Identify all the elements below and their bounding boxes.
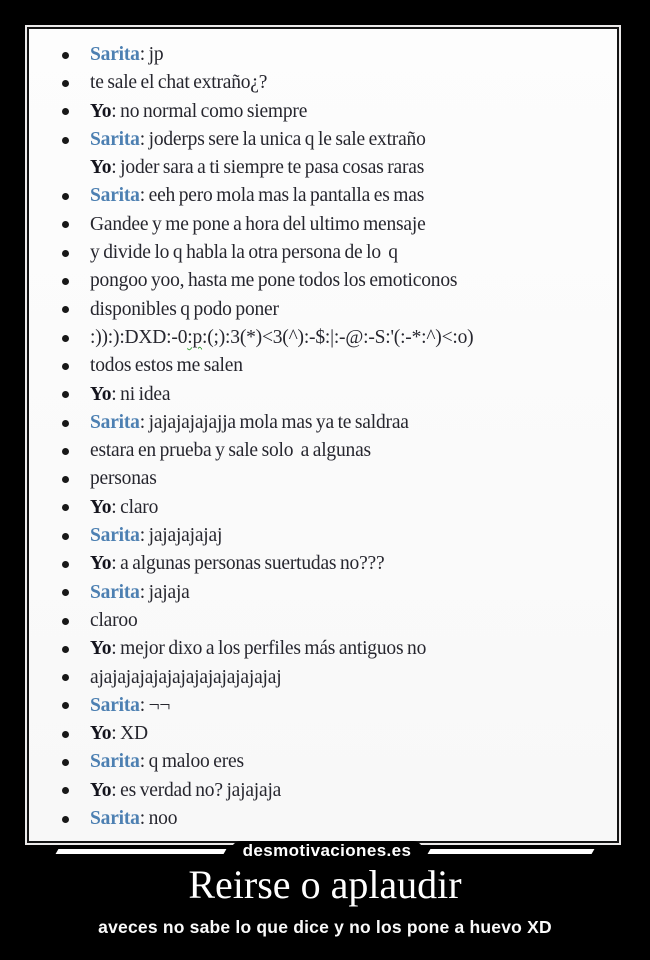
bullet-icon — [29, 777, 90, 805]
bullet-icon — [29, 352, 90, 380]
chat-line — [29, 692, 617, 720]
chat-text: Sarita: joderps sere la unica q le sale extraño — [90, 128, 426, 150]
chat-line — [29, 69, 617, 97]
chat-line — [29, 748, 617, 776]
bullet-icon — [29, 381, 90, 409]
chat-text: Yo: a algunas personas suertudas no??? — [90, 553, 385, 575]
chat-text: Sarita: jajajajajaj — [90, 525, 223, 547]
chat-line — [29, 41, 617, 69]
chat-line — [29, 211, 617, 239]
chat-text: personas — [90, 468, 157, 490]
chat-line — [29, 296, 617, 324]
meme-title: Reirse o aplaudir — [188, 862, 462, 907]
chat-text: todos estos me salen — [90, 355, 243, 377]
bullet-icon — [29, 267, 90, 295]
watermark-band — [0, 842, 650, 860]
chat-text: Yo: joder sara a ti siempre te pasa cosas raras — [90, 157, 425, 179]
bullet-icon — [29, 607, 90, 635]
chat-line — [29, 182, 617, 210]
bullet-icon — [29, 296, 90, 324]
chat-line — [29, 352, 617, 380]
chat-screenshot — [27, 27, 619, 843]
chat-text: Sarita: noo — [90, 808, 178, 830]
chat-line — [29, 154, 617, 182]
chat-text: claroo — [90, 609, 138, 631]
bullet-icon — [29, 748, 90, 776]
watermark-bar-right — [428, 849, 595, 854]
chat-text: Sarita: jajajajajajja mola mas ya te saldraa — [90, 411, 409, 433]
meme-subtitle: aveces no sabe lo que dice y no los pone a huevo XD — [98, 917, 552, 937]
bullet-icon — [29, 437, 90, 465]
bullet-icon — [29, 579, 90, 607]
chat-text: Gandee y me pone a hora del ultimo mensaje — [90, 213, 426, 235]
bullet-icon — [29, 550, 90, 578]
chat-line — [29, 664, 617, 692]
bullet-icon — [29, 69, 90, 97]
chat-text: Sarita: jajaja — [90, 581, 190, 603]
chat-line — [29, 267, 617, 295]
chat-text: Sarita: eeh pero mola mas la pantalla es mas — [90, 185, 425, 207]
chat-text: pongoo yoo, hasta me pone todos los emoticonos — [90, 270, 458, 292]
chat-line — [29, 805, 617, 833]
chat-text: Yo: no normal como siempre — [90, 100, 308, 122]
bullet-icon — [29, 211, 90, 239]
chat-text: estara en prueba y sale solo a algunas — [90, 440, 371, 462]
bullet-icon — [29, 692, 90, 720]
chat-line — [29, 607, 617, 635]
chat-text: Yo: es verdad no? jajajaja — [90, 779, 282, 801]
chat-line — [29, 777, 617, 805]
bullet-icon — [29, 324, 90, 352]
chat-text: :)):):DXD:-0:p:(;):3(*)<3(^):-$:|:-@:-S:'(:-*:^)<:o) — [90, 326, 474, 348]
chat-text: y divide lo q habla la otra persona de lo q — [90, 242, 398, 264]
chat-line — [29, 409, 617, 437]
bullet-icon — [29, 41, 90, 69]
bullet-icon — [29, 126, 90, 154]
chat-text: Yo: mejor dixo a los perfiles más antiguos no — [90, 638, 427, 660]
chat-text: disponibles q podo poner — [90, 298, 279, 320]
chat-list — [29, 29, 617, 841]
bullet-icon — [29, 239, 90, 267]
chat-line — [29, 635, 617, 663]
chat-line — [29, 494, 617, 522]
chat-line — [29, 324, 617, 352]
chat-line — [29, 720, 617, 748]
bullet-icon — [29, 182, 90, 210]
chat-line — [29, 550, 617, 578]
chat-line — [29, 239, 617, 267]
chat-line — [29, 126, 617, 154]
bullet-icon — [29, 720, 90, 748]
chat-text: Sarita: ¬¬ — [90, 694, 171, 716]
chat-line — [29, 98, 617, 126]
chat-text: Sarita: jp — [90, 44, 164, 65]
chat-line — [29, 437, 617, 465]
chat-line — [29, 381, 617, 409]
chat-line — [29, 465, 617, 493]
bullet-icon — [29, 664, 90, 692]
watermark-bar-left — [55, 849, 226, 854]
bullet-icon — [29, 805, 90, 833]
bullet-icon — [29, 409, 90, 437]
chat-text: Yo: claro — [90, 496, 159, 518]
chat-text: te sale el chat extraño¿? — [90, 72, 268, 94]
bullet-icon — [29, 494, 90, 522]
chat-text: Sarita: q maloo eres — [90, 751, 244, 773]
chat-line — [29, 522, 617, 550]
chat-text: ajajajajajajajajajajajajajaj — [90, 666, 282, 688]
chat-text: Yo: XD — [90, 723, 148, 745]
bullet-icon — [29, 635, 90, 663]
chat-text: Yo: ni idea — [90, 383, 171, 405]
bullet-icon — [29, 465, 90, 493]
bullet-icon — [29, 98, 90, 126]
chat-line — [29, 579, 617, 607]
bullet-spacer — [29, 154, 90, 182]
bullet-icon — [29, 522, 90, 550]
watermark-label: desmotivaciones.es — [231, 841, 424, 862]
